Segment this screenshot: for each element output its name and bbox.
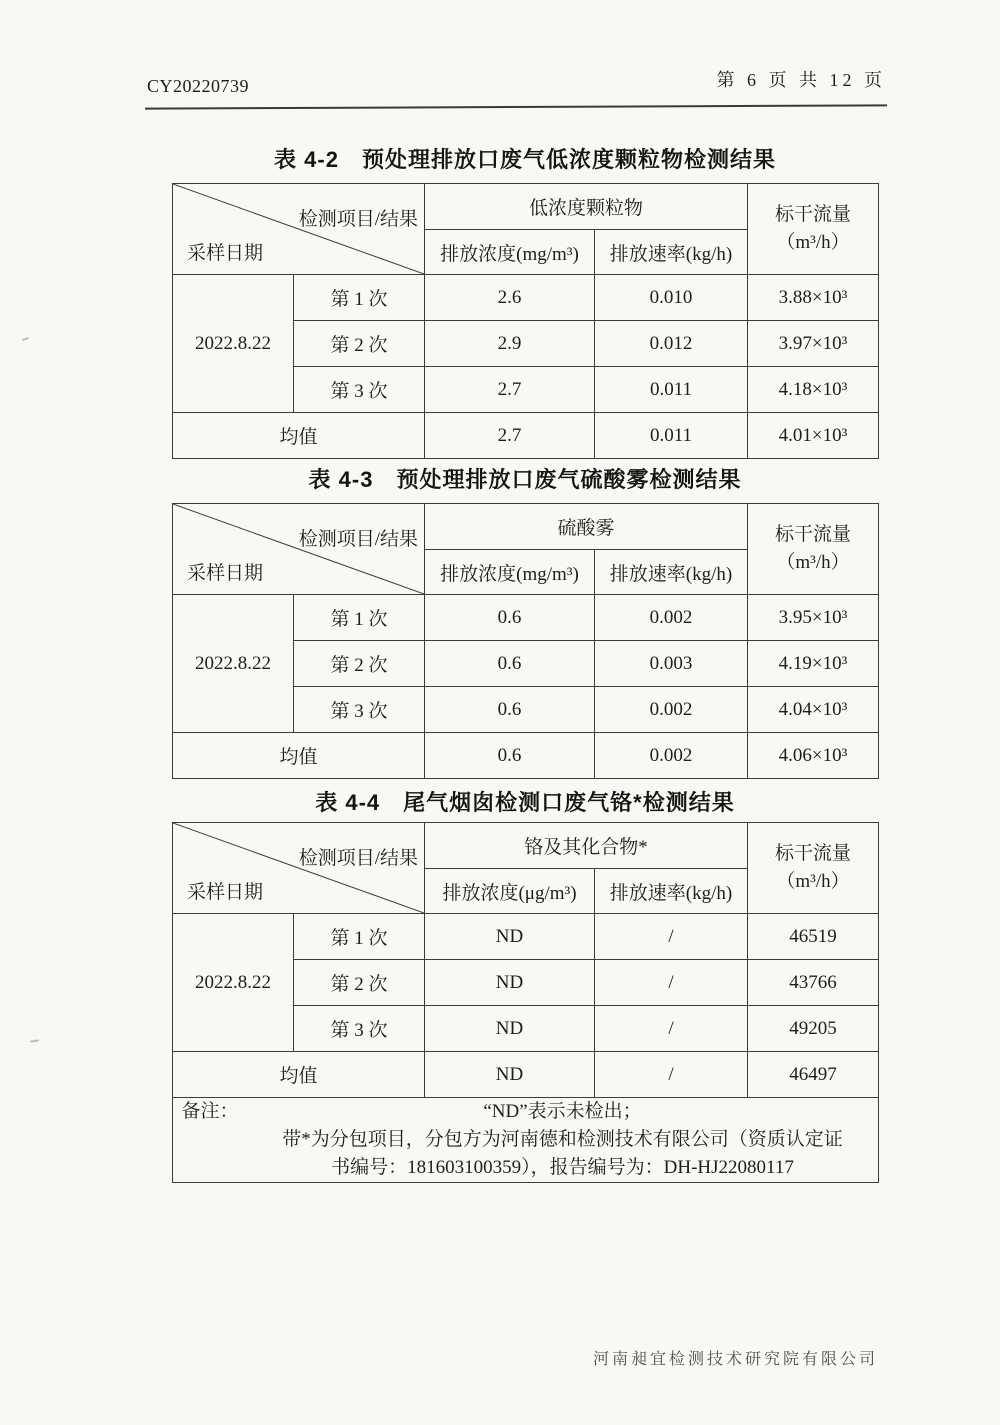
rate-value: 0.011 [595,413,748,459]
corner-label-date: 采样日期 [187,243,264,264]
rate-header: 排放速率(kg/h) [595,230,748,275]
concentration-value: 0.6 [425,641,595,687]
flow-value: 3.95×10³ [748,595,879,641]
average-row [173,413,879,459]
table-4-4 [172,822,879,1183]
scan-artifact [22,337,29,341]
table-row [173,275,879,321]
sample-date: 2022.8.22 [173,275,294,413]
header-rule [145,104,887,109]
flow-unit: （m³/h） [776,232,850,253]
rate-header: 排放速率(kg/h) [595,550,748,595]
note-line-2: 带*为分包项目，分包方为河南德和检测技术有限公司（资质认定证 [282,1129,843,1150]
page-number: 第 6 页 共 12 页 [716,70,886,90]
flow-value: 4.18×10³ [748,367,879,413]
corner-label-item: 检测项目/结果 [298,848,418,869]
concentration-header: 排放浓度(mg/m³) [425,230,595,275]
average-label: 均值 [173,1052,425,1098]
pollutant-header: 低浓度颗粒物 [425,184,748,230]
flow-value: 43766 [748,960,879,1006]
notes-row [173,1098,879,1183]
run-label: 第 3 次 [294,687,425,733]
flow-unit: （m³/h） [776,552,850,573]
run-label: 第 3 次 [294,367,425,413]
concentration-value: 2.9 [425,321,595,367]
flow-value: 46497 [748,1052,879,1098]
note-label: 备注： [181,1101,239,1122]
rate-value: 0.011 [595,367,748,413]
rate-value: 0.002 [595,687,748,733]
table-4-2-title: 表 4-2 预处理排放口废气低浓度颗粒物检测结果 [274,147,776,172]
concentration-value: ND [425,1052,595,1098]
rate-value: / [595,1006,748,1052]
concentration-value: 2.7 [425,367,595,413]
run-label: 第 2 次 [294,321,425,367]
flow-label: 标干流量 [775,843,852,865]
flow-value: 4.06×10³ [748,733,879,779]
flow-value: 46519 [748,914,879,960]
run-label: 第 1 次 [294,595,425,641]
flow-value: 49205 [748,1006,879,1052]
corner-label-date: 采样日期 [187,882,264,903]
run-label: 第 2 次 [294,641,425,687]
rate-value: 0.010 [595,275,748,321]
table-4-4-title: 表 4-4 尾气烟囱检测口废气铬*检测结果 [315,790,735,815]
rate-value: / [595,1052,748,1098]
pollutant-header: 铬及其化合物* [425,823,748,869]
rate-value: 0.003 [595,641,748,687]
average-row [173,733,879,779]
table-4-2 [172,183,879,459]
rate-value: 0.002 [595,733,748,779]
corner-label-date: 采样日期 [187,563,264,584]
flow-header [748,823,879,914]
flow-header [748,504,879,595]
footer-company-name: 河南昶宜检测技术研究院有限公司 [592,1351,878,1368]
sample-date: 2022.8.22 [173,914,294,1052]
table-row [173,595,879,641]
concentration-value: ND [425,914,595,960]
table-row [173,914,879,960]
concentration-header: 排放浓度(μg/m³) [425,869,595,914]
corner-cell [173,504,425,595]
flow-label: 标干流量 [775,204,852,226]
run-label: 第 1 次 [294,914,425,960]
flow-value: 4.01×10³ [748,413,879,459]
rate-value: 0.002 [595,595,748,641]
pollutant-header: 硫酸雾 [425,504,748,550]
concentration-value: ND [425,960,595,1006]
report-number: CY20220739 [147,76,250,96]
concentration-value: 0.6 [425,733,595,779]
flow-value: 3.97×10³ [748,321,879,367]
run-label: 第 3 次 [294,1006,425,1052]
concentration-value: 0.6 [425,595,595,641]
rate-value: / [595,960,748,1006]
concentration-value: ND [425,1006,595,1052]
run-label: 第 1 次 [294,275,425,321]
flow-unit: （m³/h） [776,871,850,892]
average-label: 均值 [173,413,425,459]
average-label: 均值 [173,733,425,779]
rate-value: 0.012 [595,321,748,367]
sample-date: 2022.8.22 [173,595,294,733]
flow-header [748,184,879,275]
average-row [173,1052,879,1098]
table-4-3 [172,503,879,779]
corner-cell [173,823,425,914]
note-line-1: “ND”表示未检出； [483,1101,642,1122]
flow-value: 3.88×10³ [748,275,879,321]
table-4-3-title: 表 4-3 预处理排放口废气硫酸雾检测结果 [308,467,742,492]
concentration-value: 2.6 [425,275,595,321]
run-label: 第 2 次 [294,960,425,1006]
scan-artifact [30,1039,39,1042]
flow-value: 4.04×10³ [748,687,879,733]
concentration-header: 排放浓度(mg/m³) [425,550,595,595]
flow-value: 4.19×10³ [748,641,879,687]
concentration-value: 0.6 [425,687,595,733]
note-text [247,1098,878,1182]
corner-cell [173,184,425,275]
flow-label: 标干流量 [775,524,852,546]
rate-header: 排放速率(kg/h) [595,869,748,914]
note-line-3: 书编号：181603100359），报告编号为：DH-HJ22080117 [331,1157,794,1178]
corner-label-item: 检测项目/结果 [298,209,418,230]
corner-label-item: 检测项目/结果 [298,529,418,550]
concentration-value: 2.7 [425,413,595,459]
rate-value: / [595,914,748,960]
